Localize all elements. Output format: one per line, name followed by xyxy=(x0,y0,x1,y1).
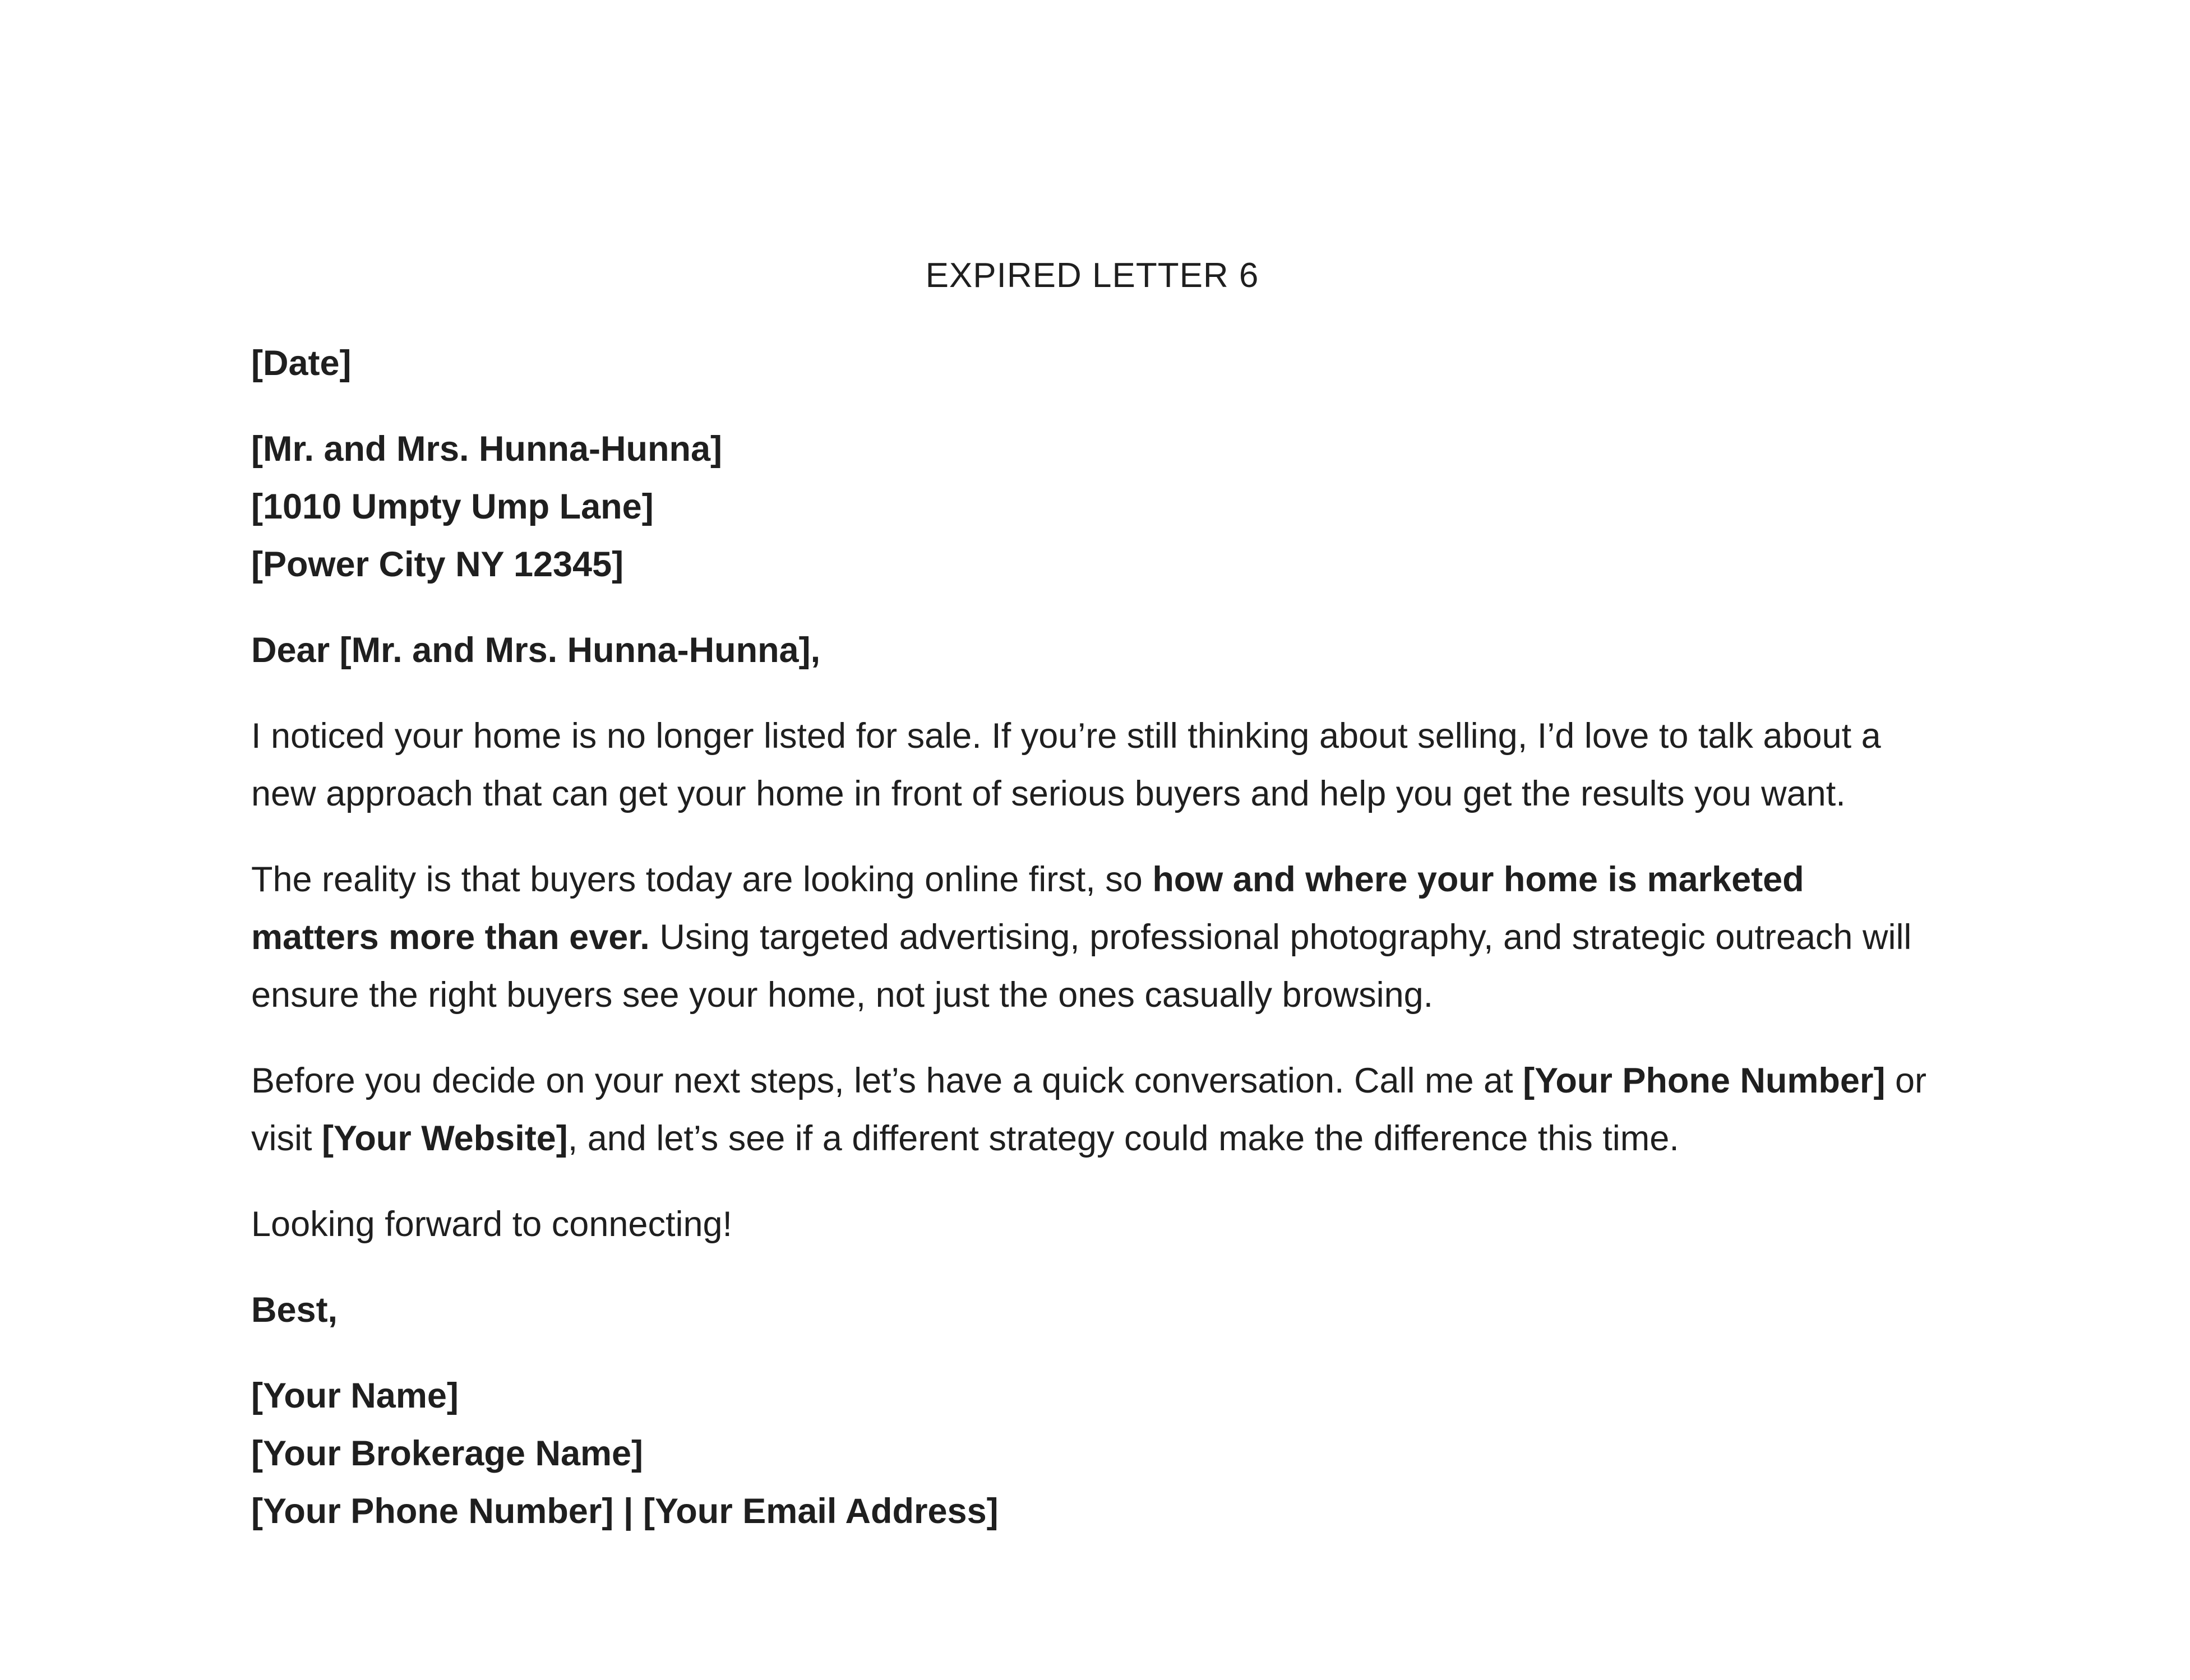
sender-name: [Your Name] xyxy=(251,1376,459,1415)
paragraph-marketing-emphasis: how and where your home is marketed matters more than ever. xyxy=(251,860,1804,957)
cta-text-2: or visit xyxy=(251,1061,1926,1158)
cta-website-placeholder: [Your Website] xyxy=(322,1119,568,1158)
cta-phone-placeholder: [Your Phone Number] xyxy=(1523,1061,1886,1100)
letter-title: EXPIRED LETTER 6 xyxy=(925,256,1259,295)
sender-contact: [Your Phone Number] | [Your Email Address] xyxy=(251,1492,999,1531)
cta-text-1: Before you decide on your next steps, let’s have a quick conversation. Call me at xyxy=(251,1061,1523,1100)
paragraph-marketing xyxy=(251,851,1933,1024)
sender-signature xyxy=(251,1367,1933,1540)
cta-text-3: , and let’s see if a different strategy could make the difference this time. xyxy=(567,1119,1679,1158)
paragraph-call-to-action xyxy=(251,1052,1933,1168)
recipient-city: [Power City NY 12345] xyxy=(251,545,624,584)
paragraph-intro: I noticed your home is no longer listed for sale. If you’re still thinking about selling, I’d love to talk about a new approach that can get your home in front of serious buyers and help you get the results you want. xyxy=(251,716,1881,813)
paragraph-marketing-text-1: The reality is that buyers today are looking online first, so xyxy=(251,860,1153,899)
recipient-address xyxy=(251,420,1933,594)
sender-brokerage: [Your Brokerage Name] xyxy=(251,1434,644,1473)
paragraph-marketing-text-2: Using targeted advertising, professional photography, and strategic outreach will ensure the right buyers see your home, not just the ones casually browsing. xyxy=(251,918,1912,1015)
recipient-name: [Mr. and Mrs. Hunna-Hunna] xyxy=(251,429,722,469)
letter-body xyxy=(251,247,1933,1568)
closing-line: Looking forward to connecting! xyxy=(251,1205,733,1244)
sign-off: Best, xyxy=(251,1290,338,1330)
letter-date: [Date] xyxy=(251,344,352,383)
recipient-street: [1010 Umpty Ump Lane] xyxy=(251,487,654,526)
salutation: Dear [Mr. and Mrs. Hunna-Hunna], xyxy=(251,631,821,670)
